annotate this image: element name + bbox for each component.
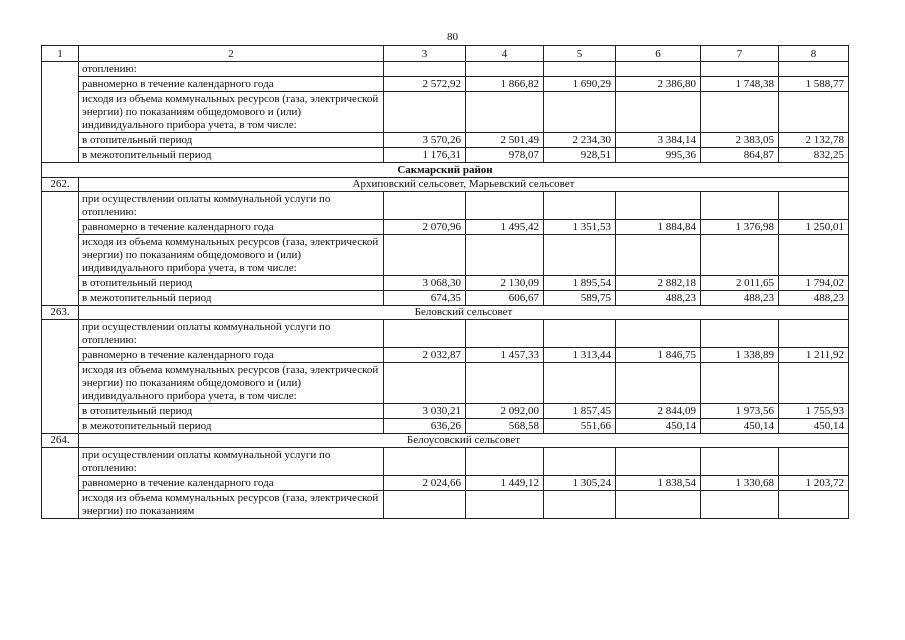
value-cell <box>384 235 466 276</box>
row-label: исходя из объема коммунальных ресурсов (газа, электрической энергии) по показаниям общедомового и (или) индивидуального прибора учета, в том числе: <box>79 235 384 276</box>
row-heading: отоплению: <box>79 62 384 77</box>
row-heading: при осуществлении оплаты коммунальной услуги по отоплению: <box>79 448 384 476</box>
value-cell: 2 383,05 <box>701 133 779 148</box>
district-name: Сакмарский район <box>42 163 849 178</box>
page-number: 80 <box>447 31 458 43</box>
table-row <box>42 419 849 434</box>
empty-cell <box>466 62 544 77</box>
value-cell: 2 132,78 <box>779 133 849 148</box>
heading-row <box>42 192 849 220</box>
value-cell: 488,23 <box>779 291 849 306</box>
value-cell <box>544 491 616 519</box>
value-cell <box>701 235 779 276</box>
value-cell: 1 588,77 <box>779 77 849 92</box>
value-cell: 2 024,66 <box>384 476 466 491</box>
value-cell: 589,75 <box>544 291 616 306</box>
value-cell <box>616 363 701 404</box>
table-body <box>42 46 849 519</box>
value-cell: 2 386,80 <box>616 77 701 92</box>
value-cell <box>384 491 466 519</box>
empty-cell <box>779 62 849 77</box>
value-cell: 1 211,92 <box>779 348 849 363</box>
settlement-name: Белоусовский сельсовет <box>79 434 849 448</box>
row-index-cell <box>42 192 79 306</box>
empty-cell <box>384 448 466 476</box>
value-cell <box>384 363 466 404</box>
row-label: в отопительный период <box>79 276 384 291</box>
value-cell: 1 250,01 <box>779 220 849 235</box>
value-cell <box>616 491 701 519</box>
district-row <box>42 163 849 178</box>
empty-cell <box>544 448 616 476</box>
value-cell: 2 011,65 <box>701 276 779 291</box>
row-label: исходя из объема коммунальных ресурсов (газа, электрической энергии) по показаниям общедомового и (или) индивидуального прибора учета, в том числе: <box>79 363 384 404</box>
heading-row <box>42 320 849 348</box>
value-cell: 2 844,09 <box>616 404 701 419</box>
tariff-table <box>41 45 849 519</box>
column-number-row <box>42 46 849 62</box>
value-cell: 1 313,44 <box>544 348 616 363</box>
value-cell: 488,23 <box>616 291 701 306</box>
value-cell: 1 305,24 <box>544 476 616 491</box>
value-cell: 1 846,75 <box>616 348 701 363</box>
table-row <box>42 404 849 419</box>
value-cell: 1 794,02 <box>779 276 849 291</box>
value-cell: 606,67 <box>466 291 544 306</box>
value-cell: 864,87 <box>701 148 779 163</box>
empty-cell <box>466 192 544 220</box>
table-row <box>42 92 849 133</box>
value-cell: 1 755,93 <box>779 404 849 419</box>
empty-cell <box>544 62 616 77</box>
row-index-cell <box>42 448 79 519</box>
value-cell <box>616 235 701 276</box>
empty-cell <box>701 192 779 220</box>
empty-cell <box>779 320 849 348</box>
settlement-number: 262. <box>42 178 79 192</box>
row-label: равномерно в течение календарного года <box>79 220 384 235</box>
value-cell: 2 092,00 <box>466 404 544 419</box>
value-cell: 2 130,09 <box>466 276 544 291</box>
value-cell: 1 748,38 <box>701 77 779 92</box>
value-cell <box>466 363 544 404</box>
value-cell: 1 176,31 <box>384 148 466 163</box>
value-cell: 674,35 <box>384 291 466 306</box>
table-row <box>42 476 849 491</box>
table-row <box>42 348 849 363</box>
table-row <box>42 235 849 276</box>
row-label: равномерно в течение календарного года <box>79 348 384 363</box>
table-row <box>42 491 849 519</box>
value-cell <box>779 491 849 519</box>
value-cell: 2 501,49 <box>466 133 544 148</box>
value-cell: 1 973,56 <box>701 404 779 419</box>
value-cell <box>779 363 849 404</box>
value-cell <box>544 92 616 133</box>
value-cell: 2 032,87 <box>384 348 466 363</box>
column-number: 7 <box>701 46 779 62</box>
empty-cell <box>466 320 544 348</box>
value-cell <box>466 491 544 519</box>
value-cell: 2 572,92 <box>384 77 466 92</box>
table-row <box>42 133 849 148</box>
empty-cell <box>779 448 849 476</box>
value-cell: 450,14 <box>616 419 701 434</box>
value-cell <box>466 92 544 133</box>
value-cell: 450,14 <box>701 419 779 434</box>
column-number: 6 <box>616 46 701 62</box>
value-cell: 1 449,12 <box>466 476 544 491</box>
value-cell: 995,36 <box>616 148 701 163</box>
table-row <box>42 148 849 163</box>
column-number: 2 <box>79 46 384 62</box>
table-row <box>42 363 849 404</box>
row-label: в отопительный период <box>79 133 384 148</box>
empty-cell <box>384 320 466 348</box>
empty-cell <box>616 320 701 348</box>
value-cell <box>544 235 616 276</box>
value-cell <box>616 92 701 133</box>
value-cell <box>544 363 616 404</box>
settlement-number: 264. <box>42 434 79 448</box>
settlement-name: Беловский сельсовет <box>79 306 849 320</box>
empty-cell <box>616 192 701 220</box>
row-label: исходя из объема коммунальных ресурсов (газа, электрической энергии) по показаниям общедомового и (или) индивидуального прибора учета, в том числе: <box>79 92 384 133</box>
value-cell: 568,58 <box>466 419 544 434</box>
row-index-cell <box>42 62 79 163</box>
column-number: 1 <box>42 46 79 62</box>
value-cell: 1 495,42 <box>466 220 544 235</box>
heading-row <box>42 62 849 77</box>
value-cell: 3 384,14 <box>616 133 701 148</box>
value-cell: 1 895,54 <box>544 276 616 291</box>
value-cell: 1 866,82 <box>466 77 544 92</box>
value-cell <box>779 92 849 133</box>
value-cell: 488,23 <box>701 291 779 306</box>
row-heading: при осуществлении оплаты коммунальной услуги по отоплению: <box>79 320 384 348</box>
value-cell: 928,51 <box>544 148 616 163</box>
table-row <box>42 77 849 92</box>
settlement-row <box>42 434 849 448</box>
value-cell: 1 338,89 <box>701 348 779 363</box>
value-cell: 2 234,30 <box>544 133 616 148</box>
empty-cell <box>701 448 779 476</box>
row-label: равномерно в течение календарного года <box>79 77 384 92</box>
empty-cell <box>384 62 466 77</box>
value-cell: 1 330,68 <box>701 476 779 491</box>
value-cell <box>466 235 544 276</box>
heading-row <box>42 448 849 476</box>
value-cell: 3 030,21 <box>384 404 466 419</box>
empty-cell <box>466 448 544 476</box>
column-number: 5 <box>544 46 616 62</box>
row-label: в отопительный период <box>79 404 384 419</box>
value-cell: 1 376,98 <box>701 220 779 235</box>
value-cell: 450,14 <box>779 419 849 434</box>
empty-cell <box>544 320 616 348</box>
value-cell <box>779 235 849 276</box>
empty-cell <box>701 320 779 348</box>
column-number: 4 <box>466 46 544 62</box>
settlement-name: Архиповский сельсовет, Марьевский сельсовет <box>79 178 849 192</box>
empty-cell <box>616 448 701 476</box>
column-number: 8 <box>779 46 849 62</box>
value-cell: 1 690,29 <box>544 77 616 92</box>
value-cell: 832,25 <box>779 148 849 163</box>
row-label: исходя из объема коммунальных ресурсов (газа, электрической энергии) по показаниям <box>79 491 384 519</box>
value-cell: 2 070,96 <box>384 220 466 235</box>
empty-cell <box>384 192 466 220</box>
empty-cell <box>616 62 701 77</box>
empty-cell <box>779 192 849 220</box>
value-cell <box>701 363 779 404</box>
value-cell: 1 857,45 <box>544 404 616 419</box>
table-row <box>42 276 849 291</box>
value-cell: 636,26 <box>384 419 466 434</box>
row-label: в межотопительный период <box>79 291 384 306</box>
empty-cell <box>544 192 616 220</box>
row-label: в межотопительный период <box>79 148 384 163</box>
value-cell: 1 838,54 <box>616 476 701 491</box>
value-cell: 978,07 <box>466 148 544 163</box>
value-cell: 551,66 <box>544 419 616 434</box>
table-row <box>42 291 849 306</box>
settlement-row <box>42 178 849 192</box>
table-row <box>42 220 849 235</box>
row-index-cell <box>42 320 79 434</box>
value-cell: 1 884,84 <box>616 220 701 235</box>
value-cell: 3 570,26 <box>384 133 466 148</box>
value-cell: 2 882,18 <box>616 276 701 291</box>
column-number: 3 <box>384 46 466 62</box>
value-cell: 1 351,53 <box>544 220 616 235</box>
value-cell <box>701 92 779 133</box>
row-label: равномерно в течение календарного года <box>79 476 384 491</box>
row-heading: при осуществлении оплаты коммунальной услуги по отоплению: <box>79 192 384 220</box>
value-cell: 3 068,30 <box>384 276 466 291</box>
settlement-row <box>42 306 849 320</box>
value-cell: 1 203,72 <box>779 476 849 491</box>
value-cell <box>384 92 466 133</box>
empty-cell <box>701 62 779 77</box>
value-cell: 1 457,33 <box>466 348 544 363</box>
value-cell <box>701 491 779 519</box>
settlement-number: 263. <box>42 306 79 320</box>
row-label: в межотопительный период <box>79 419 384 434</box>
